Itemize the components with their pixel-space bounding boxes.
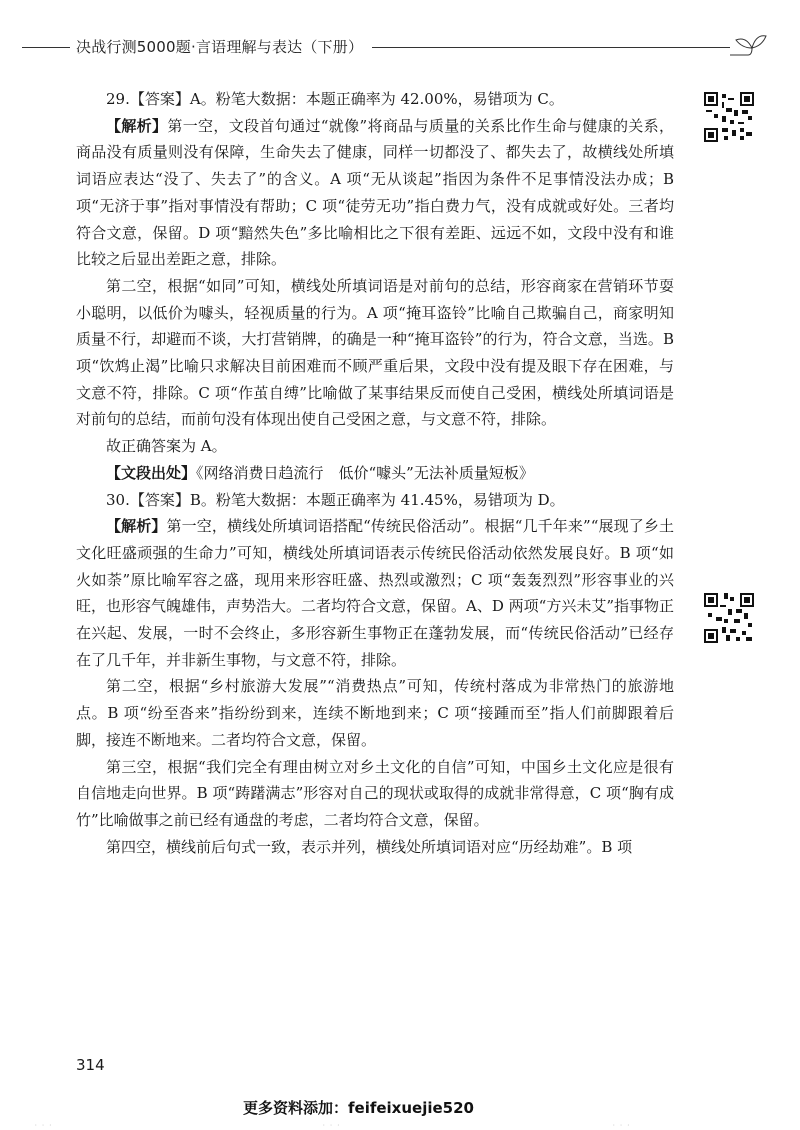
scan-artifact: · · · (322, 1122, 341, 1129)
header-rule-left (22, 47, 70, 48)
scan-artifact: · · · (34, 1122, 53, 1129)
answer-29: 29.【答案】A。粉笔大数据：本题正确率为 42.00%，易错项为 C。 (106, 90, 564, 108)
conclusion-29: 故正确答案为 A。 (106, 437, 227, 456)
analysis-30-blank3: 第三空，根据“我们完全有理由树立对乡土文化的自信”可知，中国乡土文化应是很有自信地走向世界。B 项“踌躇满志”形容对自己的现状或取得的成就非常得意，C 项“胸有成竹”比喻做事之前已经有通盘的考虑，二者均符合文意，保留。 (76, 757, 674, 829)
running-header (0, 30, 800, 70)
analysis-29-blank1: 【解析】第一空，文段首句通过“就像”将商品与质量的关系比作生命与健康的关系，商品没有质量则没有保障，生命失去了健康，同样一切都没了、都失去了，故横线处所填词语应表达“没了、失去了”的含义。A 项“无从谈起”指因为条件不足事情没法办成；B 项“无济于事”指对事情没有帮助；C 项“徒劳无功”指白费力气，没有成就或好处。三者均符合文意，保留。D 项“黯然失色”多比喻相比之下很有差距、远远不如，文段中没有和谁比较之后显出差距之意，排除。 (76, 116, 674, 269)
header-rule-right (372, 47, 730, 48)
footer-contact-note: 更多资料添加：feifeixuejie520 (243, 1099, 474, 1117)
qr-code-icon[interactable] (704, 92, 754, 142)
answer-30: 30.【答案】B。粉笔大数据：本题正确率为 41.45%，易错项为 D。 (106, 490, 565, 509)
analysis-30-blank4: 第四空，横线前后句式一致，表示并列，横线处所填词语对应“历经劫难”。B 项 (106, 837, 633, 856)
scan-artifact: · · · (612, 1122, 631, 1129)
analysis-30-blank1: 【解析】第一空，横线处所填词语搭配“传统民俗活动”。根据“几千年来”“展现了乡土文化旺盛顽强的生命力”可知，横线处所填词语表示传统民俗活动依然发展良好。B 项“如火如荼”原比喻军容之盛，现用来形容旺盛、热烈或激烈；C 项“轰轰烈烈”形容事业的兴旺，也形容气魄雄伟，声势浩大。二者均符合文意，保留。A、D 两项“方兴未艾”指事物正在兴起、发展，一时不会终止，多形容新生事物正在蓬勃发展，而“传统民俗活动”已经存在了几千年，并非新生事物，与文意不符，排除。 (76, 517, 674, 669)
analysis-30-blank2: 第二空，根据“乡村旅游大发展”“消费热点”可知，传统村落成为非常热门的旅游地点。B 项“纷至沓来”指纷纷到来，连续不断地到来；C 项“接踵而至”指人们前脚跟着后脚，接连不断地来。二者均符合文意，保留。 (76, 677, 674, 749)
page-body (76, 86, 674, 860)
book-title: 决战行测5000题·言语理解与表达（下册） (76, 38, 364, 56)
page-number: 314 (76, 1056, 105, 1074)
qr-code-icon[interactable] (704, 593, 754, 643)
analysis-29-blank2: 第二空，根据“如同”可知，横线处所填词语是对前句的总结，形容商家在营销环节耍小聪明，以低价为噱头，轻视质量的行为。A 项“掩耳盗铃”比喻自己欺骗自己，商家明知质量不行，却避而不谈，大打营销牌，的确是一种“掩耳盗铃”的行为，符合文意，当选。B 项“饮鸩止渴”比喻只求解决目前困难而不顾严重后果，文段中没有提及眼下存在困难，与文意不符，排除。C 项“作茧自缚”比喻做了某事结果反而使自己受困，横线处所填词语是对前句的总结，而前句没有体现出使自己受困之意，与文意不符，排除。 (76, 276, 674, 429)
leaf-sprout-icon (728, 30, 768, 70)
source-29: 【文段出处】《网络消费日趋流行 低价“噱头”无法补质量短板》 (106, 463, 534, 482)
